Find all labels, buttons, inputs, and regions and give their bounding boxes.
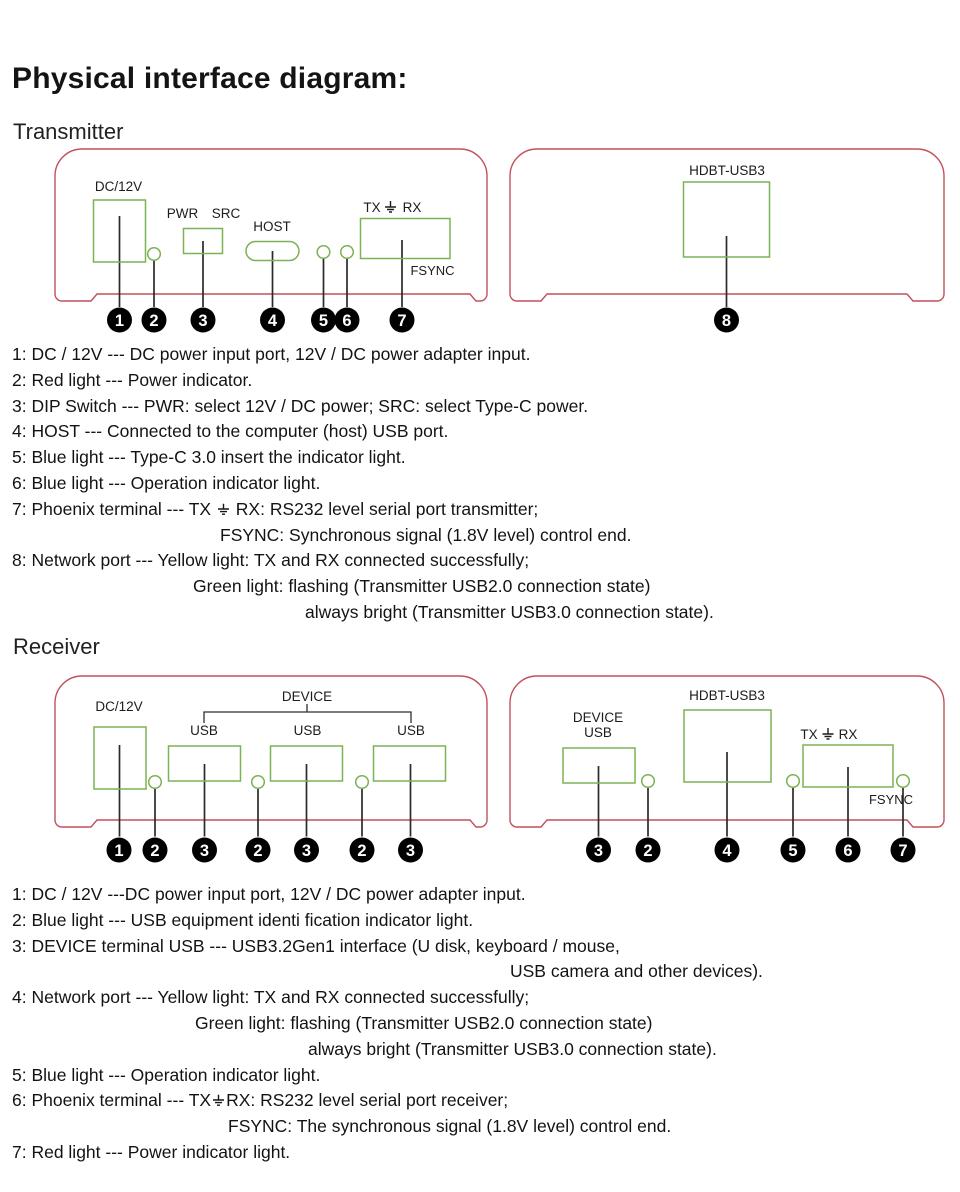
usb-label: USB	[397, 723, 425, 738]
svg-text:2: 2	[643, 842, 653, 860]
svg-text:5: 5	[788, 842, 798, 860]
fsync-label: FSYNC	[868, 792, 914, 807]
svg-text:3: 3	[593, 842, 604, 860]
usb-id-led	[149, 776, 162, 789]
tx-label: TX	[800, 727, 818, 742]
note-text: RX: RS232 level serial port transmitter;	[230, 498, 539, 519]
svg-text:3: 3	[301, 842, 312, 860]
badge-1	[107, 308, 132, 333]
note-line: 4: Network port --- Yellow light: TX and RX connected successfully;	[12, 987, 530, 1008]
note-line: Green light: flashing (Transmitter USB2.0 connection state)	[193, 576, 651, 597]
badge-8	[714, 308, 739, 333]
device-usb-label-bottom: USB	[584, 725, 612, 740]
note-text: 7: Phoenix terminal --- TX	[12, 498, 216, 519]
note-line: FSYNC: The synchronous signal (1.8V level) control end.	[228, 1116, 672, 1137]
badge-6	[836, 838, 861, 863]
power-led	[148, 248, 161, 261]
note-line: 6: Blue light --- Operation indicator light.	[12, 472, 321, 493]
svg-text:7: 7	[397, 312, 407, 330]
svg-text:1: 1	[114, 842, 124, 860]
badge-7	[891, 838, 916, 863]
ground-icon	[823, 728, 834, 739]
svg-text:6: 6	[342, 312, 352, 330]
svg-text:3: 3	[199, 842, 210, 860]
usb-id-led	[252, 776, 265, 789]
badge-6	[335, 308, 360, 333]
device-label: DEVICE	[281, 689, 333, 704]
svg-text:4: 4	[722, 842, 732, 860]
badge-5	[311, 308, 336, 333]
hdbt-usb3-label: HDBT-USB3	[689, 688, 765, 703]
note-line: FSYNC: Synchronous signal (1.8V level) control end.	[220, 524, 632, 545]
fsync-label: FSYNC	[410, 263, 455, 278]
note-line: always bright (Transmitter USB3.0 connection state).	[308, 1038, 717, 1059]
hdbt-usb3-label: HDBT-USB3	[689, 163, 765, 178]
host-label: HOST	[253, 219, 291, 234]
usb-label: USB	[293, 723, 322, 738]
ground-icon	[385, 201, 396, 212]
usb-port-3	[374, 746, 446, 781]
svg-text:3: 3	[198, 312, 208, 330]
transmitter-diagram	[0, 146, 960, 338]
svg-text:2: 2	[253, 842, 263, 860]
usb-id-led	[356, 776, 369, 789]
badge-1	[107, 838, 132, 863]
rx-label: RX	[838, 727, 858, 742]
page-title: Physical interface diagram:	[12, 62, 408, 95]
src-label: SRC	[211, 206, 241, 221]
usb-label: USB	[190, 723, 218, 738]
badge-5	[781, 838, 806, 863]
svg-text:7: 7	[898, 842, 908, 860]
note-line: 1: DC / 12V ---DC power input port, 12V / DC power adapter input.	[12, 884, 526, 904]
note-line: 5: Blue light --- Type-C 3.0 insert the indicator light.	[12, 447, 406, 468]
badge-4	[715, 838, 740, 863]
typec-insert-led	[317, 246, 330, 259]
receiver-notes	[12, 882, 763, 1166]
receiver-diagram	[0, 670, 960, 868]
phoenix-terminal	[361, 219, 451, 259]
badge-2	[142, 308, 167, 333]
note-line	[12, 497, 714, 523]
badge-7	[390, 308, 415, 333]
dc12v-label: DC/12V	[95, 699, 143, 714]
svg-text:4: 4	[267, 312, 278, 330]
device-bracket	[204, 704, 411, 723]
note-line: 1: DC / 12V --- DC power input port, 12V / DC power adapter input.	[12, 344, 531, 364]
receiver-heading: Receiver	[13, 634, 100, 659]
badge-2	[246, 838, 271, 863]
svg-text:5: 5	[318, 312, 329, 330]
operation-led	[787, 775, 800, 788]
note-line: 4: HOST --- Connected to the computer (host) USB port.	[12, 421, 449, 442]
badge-2	[143, 838, 168, 863]
badge-4	[260, 308, 285, 333]
svg-text:8: 8	[721, 312, 732, 330]
note-line: 3: DIP Switch --- PWR: select 12V / DC power; SRC: select Type-C power.	[12, 395, 589, 416]
rx-label: RX	[402, 200, 422, 215]
svg-text:2: 2	[149, 312, 159, 330]
badge-3	[586, 838, 611, 863]
dc12v-label: DC/12V	[94, 179, 143, 194]
pwr-label: PWR	[166, 206, 199, 221]
svg-text:3: 3	[405, 842, 416, 860]
note-line	[12, 1088, 763, 1114]
note-line: 3: DEVICE terminal USB --- USB3.2Gen1 interface (U disk, keyboard / mouse,	[12, 935, 620, 956]
badge-3	[191, 308, 216, 333]
ground-icon	[217, 503, 230, 516]
note-line: 2: Red light --- Power indicator.	[12, 369, 253, 390]
note-line: USB camera and other devices).	[510, 961, 763, 982]
note-line: 7: Red light --- Power indicator light.	[12, 1141, 291, 1162]
device-usb-label-top: DEVICE	[572, 710, 624, 725]
usb-id-led	[642, 775, 655, 788]
svg-text:1: 1	[114, 312, 125, 330]
transmitter-heading: Transmitter	[13, 119, 124, 144]
badge-2	[350, 838, 375, 863]
transmitter-notes	[12, 342, 714, 626]
operation-led	[341, 246, 354, 259]
note-line: 5: Blue light --- Operation indicator light.	[12, 1064, 321, 1085]
badge-3	[192, 838, 217, 863]
note-line: 8: Network port --- Yellow light: TX and RX connected successfully;	[12, 550, 530, 571]
note-line: 2: Blue light --- USB equipment identi fication indicator light.	[12, 909, 474, 930]
badge-3	[398, 838, 423, 863]
svg-text:6: 6	[843, 842, 853, 860]
badge-3	[294, 838, 319, 863]
svg-text:2: 2	[150, 842, 160, 860]
note-text: 6: Phoenix terminal --- TX	[12, 1090, 212, 1111]
note-line: always bright (Transmitter USB3.0 connection state).	[305, 601, 714, 622]
note-line: Green light: flashing (Transmitter USB2.0 connection state)	[195, 1012, 653, 1033]
tx-label: TX	[363, 200, 381, 215]
note-text: RX: RS232 level serial port receiver;	[226, 1090, 509, 1111]
ground-icon	[212, 1094, 225, 1107]
badge-2	[636, 838, 661, 863]
power-led	[897, 775, 910, 788]
svg-text:2: 2	[357, 842, 367, 860]
